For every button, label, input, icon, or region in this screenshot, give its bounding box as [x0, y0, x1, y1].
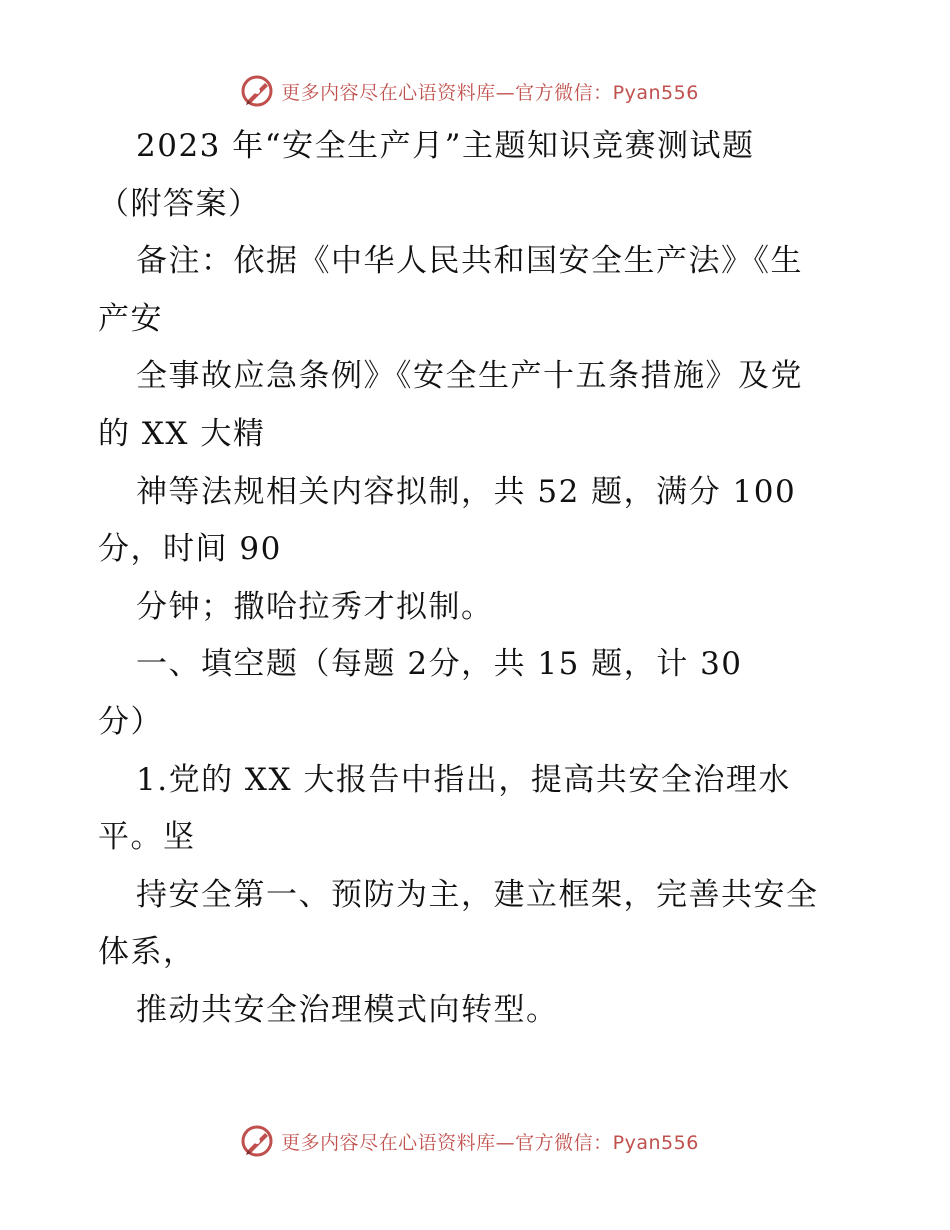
note-line: 的 XX 大精	[98, 415, 266, 452]
note-line: 全事故应急条例》《安全生产十五条措施》及党	[136, 358, 803, 395]
section-heading: 一、填空题（每题 2分，共 15 题，计 30	[136, 646, 743, 683]
header-banner-separator: —	[495, 81, 516, 104]
footer-banner	[0, 1121, 950, 1161]
question-line: 体系，	[98, 934, 196, 971]
document-title-suffix: （附答案）	[98, 185, 261, 222]
note-line: 备注：依据《中华人民共和国安全生产法》《生	[136, 243, 803, 280]
header-banner-wechat: 官方微信：Pyan556	[515, 81, 699, 104]
header-banner-inner	[239, 73, 699, 109]
question-line: 1.党的 XX 大报告中指出，提高共安全治理水	[136, 761, 791, 798]
footer-banner-separator: —	[495, 1131, 516, 1154]
footer-banner-wechat: 官方微信：Pyan556	[515, 1131, 699, 1154]
footer-banner-main: 更多内容尽在心语资料库	[281, 1131, 496, 1154]
note-line: 产安	[98, 300, 163, 337]
document-body	[98, 118, 858, 1040]
header-banner-text	[281, 78, 699, 105]
document-title-line: 2023 年“安全生产月”主题知识竞赛测试题	[136, 128, 755, 164]
pen-logo-icon	[239, 73, 275, 109]
header-banner	[0, 71, 950, 111]
question-line: 平。坚	[98, 819, 196, 856]
question-line: 持安全第一、预防为主，建立框架，完善共安全	[136, 876, 819, 913]
footer-banner-text	[281, 1128, 699, 1155]
pen-logo-icon	[239, 1123, 275, 1159]
header-banner-main: 更多内容尽在心语资料库	[281, 81, 496, 104]
note-line: 分钟；撒哈拉秀才拟制。	[136, 588, 494, 625]
footer-banner-inner	[239, 1123, 699, 1159]
note-line: 分，时间 90	[98, 531, 282, 568]
section-heading: 分）	[98, 703, 163, 740]
question-line: 推动共安全治理模式向转型。	[136, 991, 559, 1028]
note-line: 神等法规相关内容拟制，共 52 题，满分 100	[136, 473, 797, 510]
